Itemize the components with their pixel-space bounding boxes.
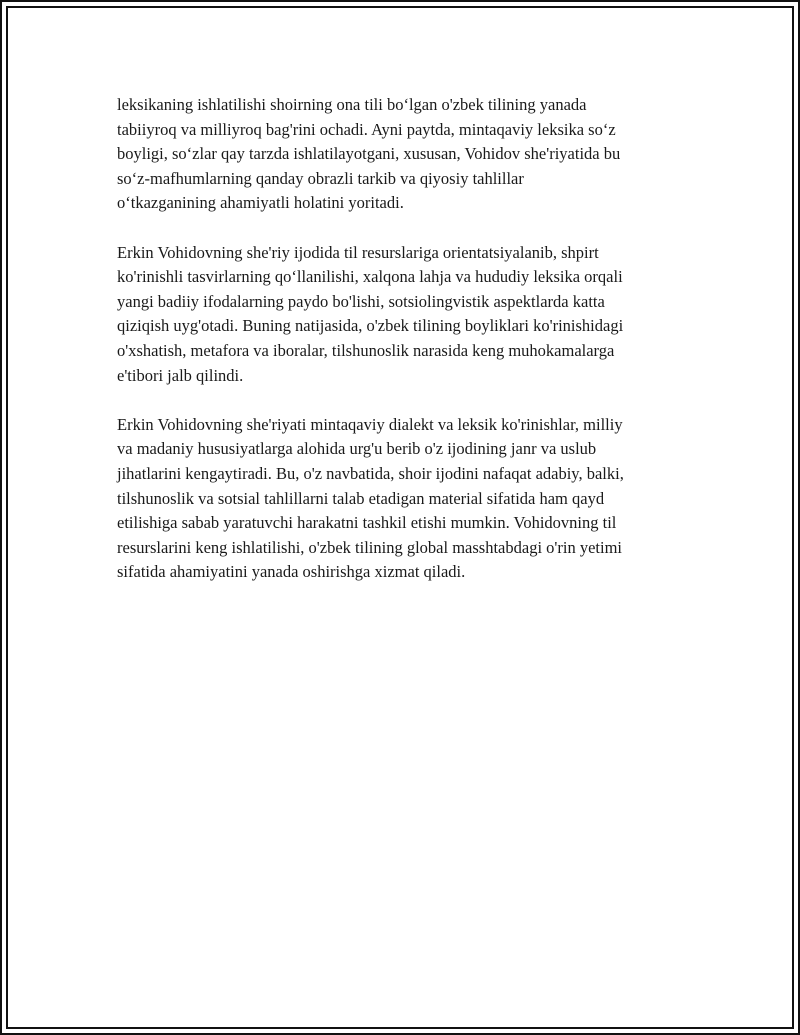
- document-body: [117, 93, 687, 609]
- paragraph-3: Erkin Vohidovning she'riyati mintaqaviy dialekt va leksik ko'rinishlar, milliy va madaniy hususiyatlarga alohida urg'u berib o'z ijodining janr va uslub jihatlarini kengaytiradi. Bu, o'z navbatida, shoir ijodini nafaqat adabiy, balki, tilshunoslik va sotsial tahlillarni talab etadigan material sifatida ham qayd etilishiga sabab yaratuvchi harakatni tashkil etishi mumkin. Vohidovning til resurslarini keng ishlatilishi, o'zbek tilining global masshtabdagi o'rin yetimi sifatida ahamiyatini yanada oshirishga xizmat qiladi.: [117, 414, 624, 582]
- paragraph-2: Erkin Vohidovning she'riy ijodida til resurslariga orientatsiyalanib, shpirt ko'rinishli tasvirlarning qo‘llanilishi, xalqona lahja va hududiy leksika orqali yangi badiiy ifodalarning paydo bo'lishi, sotsiolingvistik aspektlarda katta qiziqish uyg'otadi. Buning natijasida, o'zbek tilining boyliklari ko'rinishidagi o'xshatish, metafora va iboralar, tilshunoslik narasida keng muhokamalarga e'tibori jalb qilindi.: [117, 242, 624, 385]
- paragraph-1: leksikaning ishlatilishi shoirning ona tili bo‘lgan o'zbek tilining yanada tabiiyroq va milliyroq bag'rini ochadi. Ayni paytda, mintaqaviy leksika so‘z boyligi, so‘zlar qay tarzda ishlatilayotgani, xususan, Vohidov she'riyatida bu so‘z-mafhumlarning qanday obrazli tarkib va qiyosiy tahlillar o‘tkazganining ahamiyatli holatini yoritadi.: [117, 95, 621, 213]
